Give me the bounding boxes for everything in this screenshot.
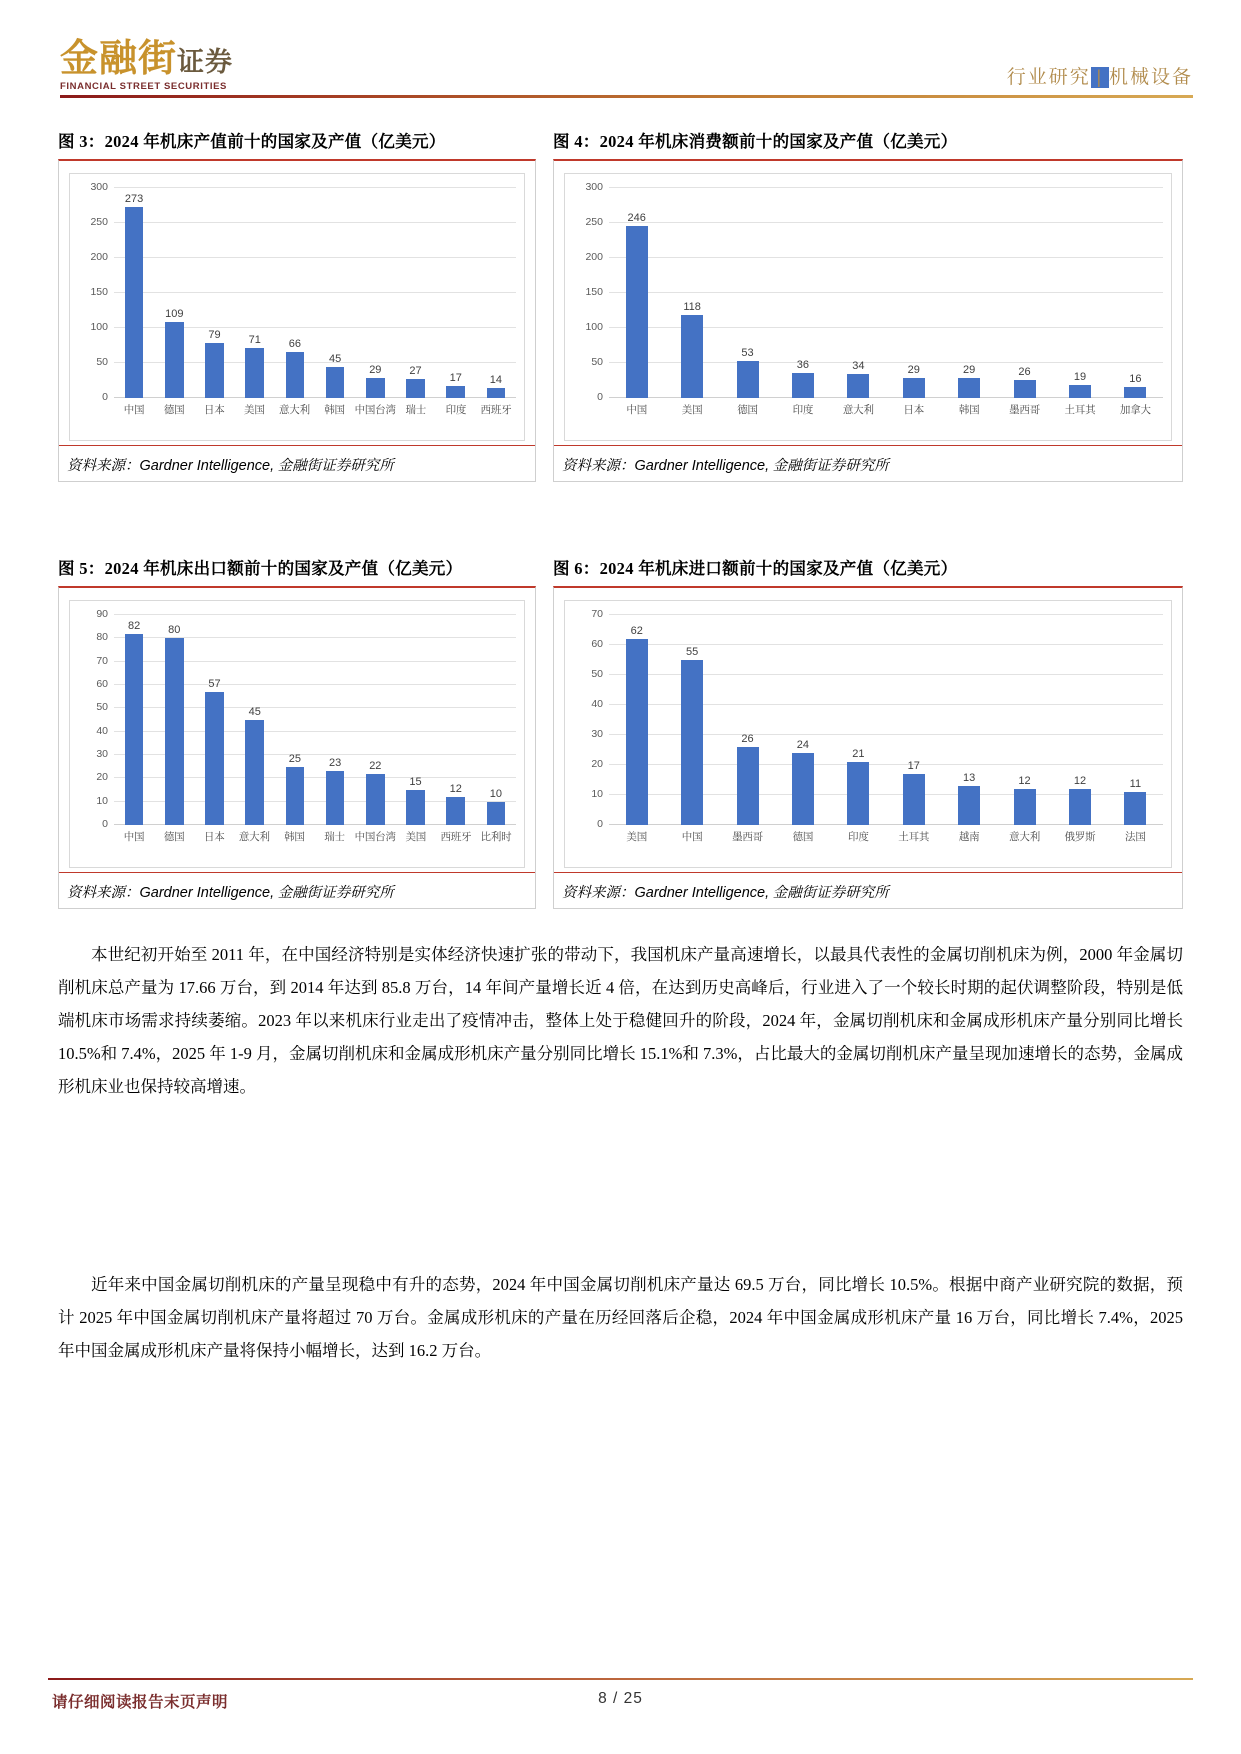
x-axis-tick-label: 比利时 [480, 832, 512, 843]
bar-column [315, 615, 355, 825]
body-paragraph-2-wrap [58, 1268, 1183, 1369]
figure-3 [58, 128, 536, 482]
y-axis-tick-label: 250 [90, 216, 108, 228]
figure-3-box [58, 159, 536, 482]
x-axis-tick-label: 德国 [163, 405, 185, 416]
bar [1014, 789, 1036, 825]
figure-5-box [58, 586, 536, 909]
bar-column [355, 188, 395, 398]
x-axis-tick-label: 加拿大 [1119, 405, 1151, 416]
bar-value-label: 273 [124, 192, 144, 205]
figure-4-source-en: Gardner Intelligence, [634, 458, 770, 474]
bar-column [436, 188, 476, 398]
y-axis-tick-label: 100 [585, 321, 603, 334]
y-axis-tick-label: 0 [102, 391, 108, 403]
bar-value-label: 55 [685, 646, 699, 658]
x-axis-tick-label: 中国 [626, 405, 647, 416]
bar-column [941, 188, 996, 398]
bar [165, 638, 183, 825]
bar-value-label: 34 [852, 360, 865, 373]
x-axis-tick-label: 西班牙 [480, 405, 512, 416]
bar-value-label: 109 [165, 307, 184, 320]
x-axis-tick-label: 中国 [123, 832, 145, 843]
bar [406, 790, 424, 825]
x-axis-tick-label: 美国 [244, 405, 265, 416]
bar-column [1052, 188, 1107, 398]
company-logo [60, 40, 233, 92]
bar-value-label: 19 [1073, 370, 1087, 383]
bar-column [315, 188, 355, 398]
x-axis-tick-label: 俄罗斯 [1064, 832, 1096, 843]
bar-value-label: 15 [409, 776, 422, 789]
bar [446, 797, 464, 825]
bar [681, 660, 703, 825]
bar [847, 374, 869, 398]
bar-column [275, 615, 315, 825]
figure-4-xaxis [609, 402, 1163, 428]
bar-value-label: 80 [168, 624, 181, 637]
logo-english-text: FINANCIAL STREET SECURITIES [60, 81, 227, 92]
bar [1124, 792, 1146, 825]
bar-column [1052, 615, 1107, 825]
figure-6-source-prefix: 资料来源： [562, 885, 635, 901]
figure-5 [58, 555, 536, 909]
page-number: 8 / 25 [598, 1690, 643, 1707]
bar [245, 720, 263, 825]
figure-6-plot [591, 608, 1163, 830]
figure-6-source [554, 872, 1182, 908]
figure-4-chart [564, 173, 1172, 441]
figure-4-title: 图 4：2024 年机床消费额前十的国家及产值（亿美元） [553, 132, 958, 151]
figure-5-source-en: Gardner Intelligence, [139, 885, 275, 901]
y-axis-tick-label: 50 [96, 701, 108, 714]
bar-value-label: 71 [248, 334, 261, 347]
bar-column [886, 188, 941, 398]
bar-value-label: 22 [369, 759, 382, 772]
y-axis-tick-label: 40 [591, 698, 603, 710]
x-axis-tick-label: 西班牙 [440, 832, 472, 843]
bar-column [476, 615, 516, 825]
bar-value-label: 29 [369, 363, 382, 376]
y-axis-tick-label: 60 [96, 678, 108, 691]
bar-value-label: 36 [796, 358, 810, 371]
bar-column [831, 615, 886, 825]
y-axis-tick-label: 70 [96, 654, 108, 667]
x-axis-tick-label: 印度 [848, 832, 869, 843]
bar-value-label: 45 [328, 352, 342, 365]
y-axis-tick-label: 0 [102, 818, 108, 830]
bar-value-label: 17 [907, 760, 920, 772]
figure-3-source-prefix: 资料来源： [67, 458, 140, 474]
x-axis-tick-label: 日本 [203, 405, 225, 416]
x-axis-tick-label: 中国台湾 [354, 405, 396, 416]
body-paragraph-1: 本世纪初开始至 2011 年，在中国经济特别是实体经济快速扩张的带动下，我国机床产量高速增长，以最具代表性的金属切削机床为例，2000 年金属切削机床总产量为 17.66 万台，到 2014 年达到 85.8 万台，14 年间产量增长近 4 倍，在达到历史高峰后，行业进入了一个较长时期的起伏调整阶段，特别是低端机床市场需求持续萎缩。2023 年以来机床行业走出了疫情冲击，整体上处于稳健回升的阶段，2024 年，金属切削机床和金属成形机床产量分别同比增长 10.5%和 7.4%，2025 年 1-9 月，金属切削机床和金属成形机床产量分别同比增长 15.1%和 7.3%，占比最大的金属切削机床产量呈现加速增长的态势，金属成形机床业也保持较高增速。 [58, 945, 1183, 1096]
bar-value-label: 66 [288, 337, 302, 350]
bar-column [194, 615, 234, 825]
bar [205, 692, 223, 825]
bar-column [609, 615, 664, 825]
x-axis-tick-label: 美国 [405, 832, 427, 843]
y-axis-tick-label: 20 [591, 758, 603, 770]
figure-4-plot [585, 181, 1163, 403]
bar-value-label: 23 [328, 757, 342, 770]
bar [1124, 387, 1146, 398]
bar-value-label: 10 [489, 787, 503, 800]
bar-column [1108, 615, 1163, 825]
bar-column [194, 188, 234, 398]
bar [903, 378, 925, 398]
x-axis-tick-label: 美国 [681, 405, 703, 416]
breadcrumb-category: 行业研究 [1006, 67, 1091, 88]
bar-column [997, 188, 1052, 398]
figure-6-chart [564, 600, 1172, 868]
y-axis-tick-label: 300 [90, 181, 108, 193]
bar-column [235, 188, 275, 398]
bar [626, 226, 648, 398]
x-axis-tick-label: 中国 [681, 832, 703, 843]
x-axis-tick-label: 韩国 [284, 832, 305, 843]
bar [1014, 380, 1036, 398]
bar-column [154, 615, 194, 825]
logo-chinese-text [60, 40, 233, 78]
breadcrumb [1007, 62, 1193, 89]
logo-sub-cn: 证券 [177, 47, 234, 77]
bar [792, 753, 814, 825]
bar-value-label: 53 [741, 346, 754, 359]
bar-column [720, 188, 775, 398]
x-axis-tick-label: 日本 [903, 405, 925, 416]
x-axis-tick-label: 法国 [1125, 832, 1146, 843]
bar-column [355, 615, 395, 825]
y-axis-tick-label: 60 [591, 638, 603, 650]
x-axis-tick-label: 意大利 [238, 832, 270, 843]
bar [958, 786, 980, 825]
bar-value-label: 24 [796, 739, 810, 752]
bar-column [720, 615, 775, 825]
breadcrumb-sector: 机械设备 [1108, 67, 1193, 88]
y-axis-tick-label: 100 [90, 321, 108, 334]
bar [1069, 385, 1091, 398]
bar-value-label: 62 [630, 625, 643, 637]
bar-column [275, 188, 315, 398]
figure-3-source-en: Gardner Intelligence, [139, 458, 275, 474]
y-axis-tick-label: 50 [591, 668, 603, 680]
bar-value-label: 82 [127, 619, 141, 632]
bar-column [395, 188, 435, 398]
breadcrumb-separator: | [1091, 67, 1109, 88]
x-axis-tick-label: 中国 [123, 405, 145, 416]
x-axis-tick-label: 土耳其 [898, 832, 930, 843]
bar-column [395, 615, 435, 825]
bar-value-label: 17 [449, 372, 462, 385]
y-axis-tick-label: 200 [90, 251, 108, 264]
y-axis-tick-label: 30 [591, 728, 603, 740]
bar-series [609, 188, 1163, 398]
bar [326, 367, 344, 399]
figure-5-title: 图 5：2024 年机床出口额前十的国家及产值（亿美元） [58, 559, 463, 578]
figure-5-source-suffix: 金融街证券研究所 [277, 885, 394, 901]
figure-6-source-suffix: 金融街证券研究所 [772, 885, 889, 901]
y-axis-tick-label: 50 [96, 356, 108, 369]
bar-value-label: 45 [248, 706, 261, 718]
figure-3-chart [69, 173, 525, 441]
x-axis-tick-label: 意大利 [842, 405, 874, 416]
bar [406, 379, 424, 398]
x-axis-tick-label: 中国台湾 [354, 832, 396, 843]
bar [487, 388, 505, 398]
figure-3-plot [90, 181, 516, 403]
figure-3-title: 图 3：2024 年机床产值前十的国家及产值（亿美元） [58, 132, 446, 151]
bar-column [664, 615, 719, 825]
bar-value-label: 21 [852, 748, 865, 760]
bar-column [886, 615, 941, 825]
y-axis-tick-label: 10 [96, 794, 108, 807]
x-axis-tick-label: 日本 [203, 832, 225, 843]
figure-6-title: 图 6：2024 年机床进口额前十的国家及产值（亿美元） [553, 559, 958, 578]
footer-divider [48, 1678, 1193, 1680]
figure-4-box [553, 159, 1183, 482]
bar [903, 774, 925, 825]
y-axis-tick-label: 80 [96, 631, 108, 644]
body-paragraph-1-wrap [58, 938, 1183, 1105]
bar-value-label: 11 [1129, 778, 1142, 790]
figure-6 [553, 555, 1183, 909]
bar-value-label: 26 [1018, 365, 1031, 378]
bar [366, 774, 384, 825]
figure-3-source-suffix: 金融街证券研究所 [277, 458, 394, 474]
bar-value-label: 29 [907, 363, 920, 376]
bar-column [664, 188, 719, 398]
y-axis-tick-label: 0 [597, 391, 603, 403]
bar-value-label: 27 [409, 365, 422, 378]
x-axis-tick-label: 意大利 [278, 405, 310, 416]
bar [366, 378, 384, 398]
bar-column [775, 188, 830, 398]
bar-series [609, 615, 1163, 825]
bar [125, 207, 143, 398]
bar-column [831, 188, 886, 398]
x-axis-tick-label: 美国 [626, 832, 647, 843]
y-axis-tick-label: 40 [96, 724, 108, 737]
x-axis-tick-label: 土耳其 [1064, 405, 1096, 416]
bar-column [114, 188, 154, 398]
y-axis-tick-label: 150 [585, 286, 603, 298]
figure-3-xaxis [114, 402, 516, 428]
header-divider [60, 95, 1193, 98]
bar [245, 348, 263, 398]
bar-value-label: 26 [741, 733, 754, 745]
bar-series [114, 188, 516, 398]
x-axis-tick-label: 墨西哥 [732, 832, 763, 843]
bar [626, 639, 648, 825]
page-header [48, 38, 1193, 110]
x-axis-tick-label: 瑞士 [405, 405, 427, 416]
figure-4-source-prefix: 资料来源： [562, 458, 635, 474]
x-axis-tick-label: 德国 [163, 832, 185, 843]
y-axis-tick-label: 90 [96, 608, 108, 620]
footer-disclaimer: 请仔细阅读报告末页声明 [52, 1694, 229, 1711]
bar [1069, 789, 1091, 825]
bar-value-label: 12 [449, 783, 462, 796]
x-axis-tick-label: 意大利 [1009, 832, 1040, 843]
figure-4 [553, 128, 1183, 482]
bar-value-label: 29 [963, 363, 976, 376]
figure-5-plot [96, 608, 516, 830]
bar-value-label: 14 [489, 374, 503, 387]
bar-column [154, 188, 194, 398]
bar-value-label: 13 [963, 772, 976, 784]
bar [958, 378, 980, 398]
y-axis-tick-label: 200 [585, 251, 603, 264]
bar-series [114, 615, 516, 825]
bar [286, 767, 304, 825]
bar [165, 322, 183, 398]
x-axis-tick-label: 越南 [958, 832, 980, 843]
figure-6-source-en: Gardner Intelligence, [634, 885, 770, 901]
bar-value-label: 246 [627, 211, 646, 224]
y-axis-tick-label: 30 [96, 748, 108, 761]
bar [125, 634, 143, 825]
x-axis-tick-label: 韩国 [324, 405, 345, 416]
y-axis-tick-label: 150 [90, 286, 108, 298]
body-paragraph-2: 近年来中国金属切削机床的产量呈现稳中有升的态势，2024 年中国金属切削机床产量达 69.5 万台，同比增长 10.5%。根据中商产业研究院的数据，预计 2025 年中国金属切削机床产量将超过 70 万台。金属成形机床的产量在历经回落后企稳，2024 年中国金属成形机床产量 16 万台，同比增长 7.4%，2025 年中国金属成形机床产量将保持小幅增长，达到 16.2 万台。 [58, 1275, 1183, 1360]
bar-column [114, 615, 154, 825]
y-axis-tick-label: 70 [591, 608, 603, 620]
bar [487, 802, 505, 825]
figure-4-source [554, 445, 1182, 481]
bar-column [235, 615, 275, 825]
bar-value-label: 57 [208, 678, 221, 690]
y-axis-tick-label: 250 [585, 216, 603, 228]
bar-column [609, 188, 664, 398]
bar-value-label: 12 [1018, 775, 1031, 788]
bar-value-label: 118 [683, 301, 701, 314]
bar [792, 373, 814, 398]
bar [681, 315, 703, 398]
bar-column [997, 615, 1052, 825]
bar-value-label: 25 [288, 752, 302, 765]
figure-5-source-prefix: 资料来源： [67, 885, 140, 901]
bar-value-label: 16 [1129, 372, 1142, 385]
figure-6-xaxis [609, 829, 1163, 855]
y-axis-tick-label: 0 [597, 818, 603, 830]
bar-value-label: 12 [1073, 775, 1087, 788]
bar [286, 352, 304, 398]
figure-5-chart [69, 600, 525, 868]
x-axis-tick-label: 墨西哥 [1009, 405, 1040, 416]
x-axis-tick-label: 印度 [445, 405, 467, 416]
x-axis-tick-label: 德国 [737, 405, 758, 416]
y-axis-tick-label: 10 [591, 788, 603, 800]
bar [847, 762, 869, 825]
figure-6-box [553, 586, 1183, 909]
bar [737, 361, 759, 398]
x-axis-tick-label: 韩国 [958, 405, 980, 416]
bar [326, 771, 344, 825]
bar-column [1108, 188, 1163, 398]
figure-5-xaxis [114, 829, 516, 855]
bar-column [775, 615, 830, 825]
figure-5-source [59, 872, 535, 908]
figure-4-source-suffix: 金融街证券研究所 [772, 458, 889, 474]
figure-3-source [59, 445, 535, 481]
y-axis-tick-label: 50 [591, 356, 603, 369]
bar-column [436, 615, 476, 825]
page-footer [48, 1690, 1193, 1716]
bar-value-label: 79 [208, 328, 221, 341]
x-axis-tick-label: 德国 [792, 832, 814, 843]
bar [446, 386, 464, 398]
x-axis-tick-label: 瑞士 [324, 832, 345, 843]
x-axis-tick-label: 印度 [792, 405, 814, 416]
y-axis-tick-label: 20 [96, 771, 108, 784]
bar-column [476, 188, 516, 398]
y-axis-tick-label: 300 [585, 181, 603, 193]
logo-main-cn: 金融街 [60, 38, 178, 80]
bar [737, 747, 759, 825]
bar [205, 343, 223, 398]
bar-column [941, 615, 996, 825]
